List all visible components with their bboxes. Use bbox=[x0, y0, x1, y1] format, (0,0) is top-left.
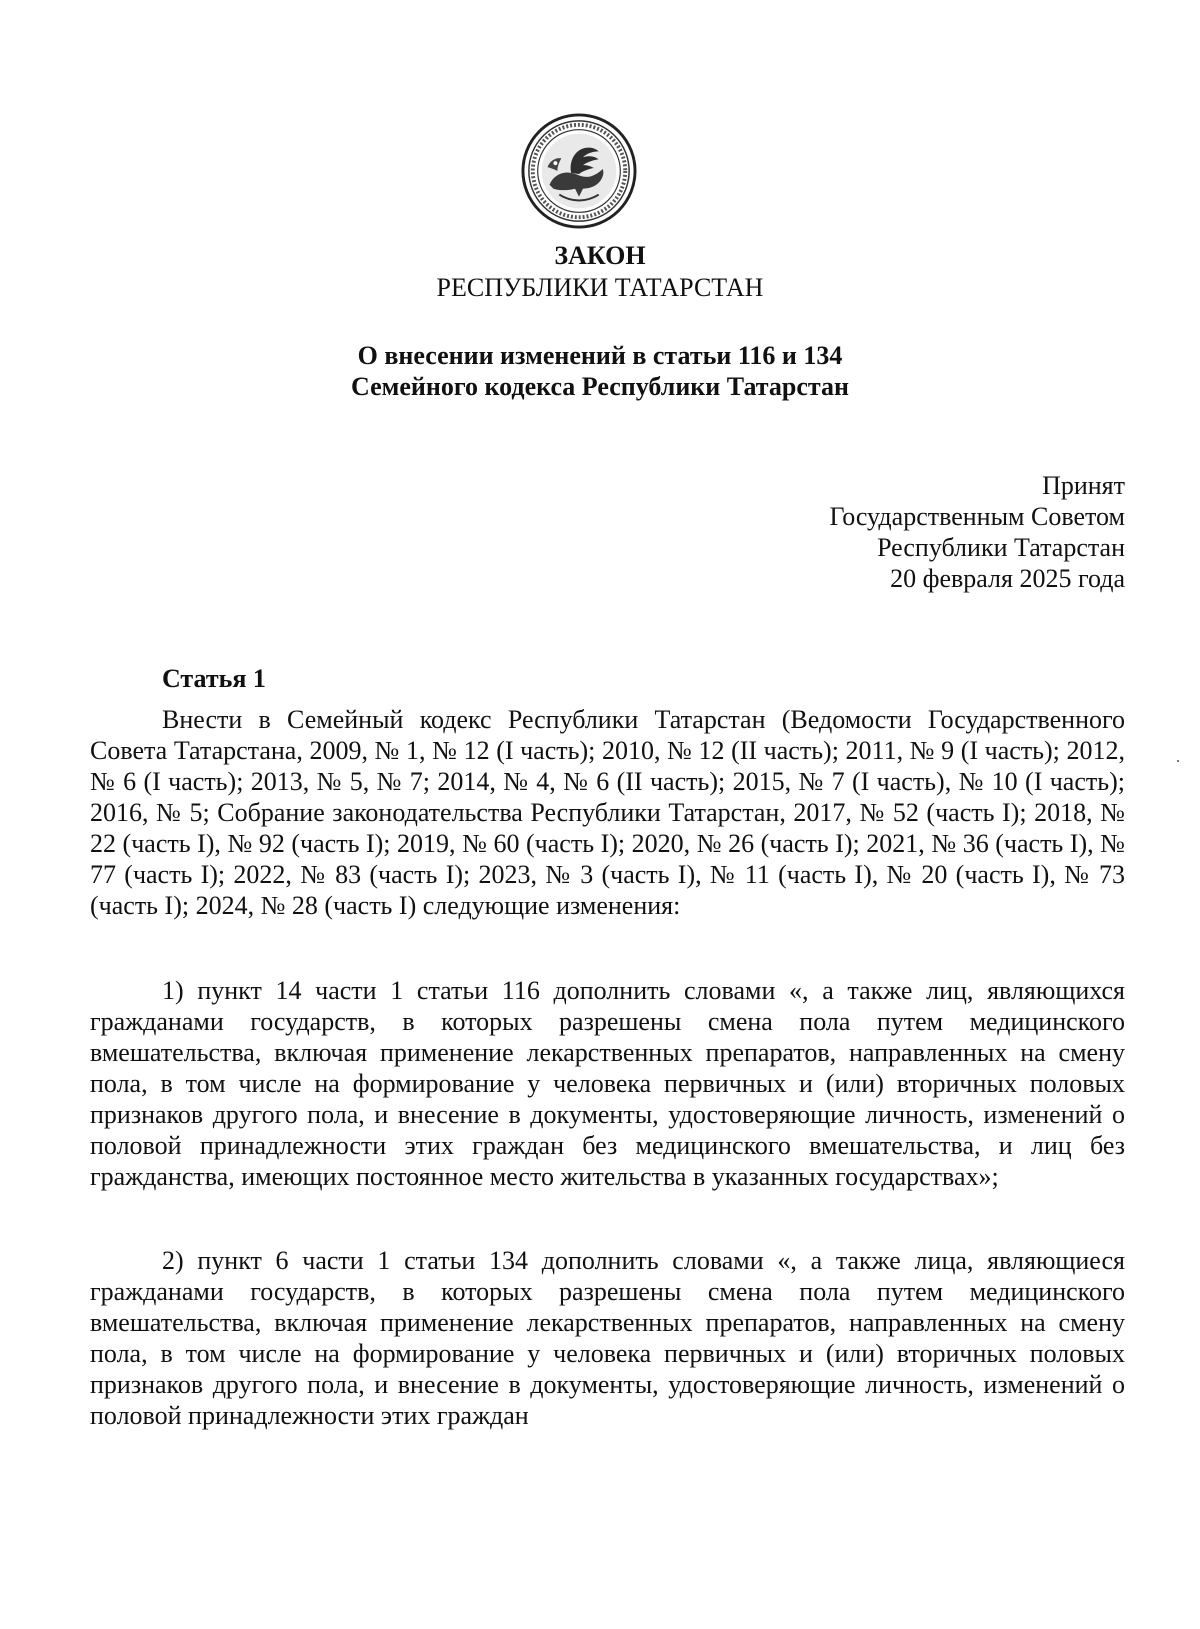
coat-of-arms-emblem bbox=[520, 112, 638, 230]
law-label: ЗАКОН bbox=[554, 241, 646, 270]
article-intro-paragraph: Внести в Семейный кодекс Республики Татарстан (Ведомости Государственного Совета Татарстана, 2009, № 1, № 12 (I часть); 2010, № 12 (II часть); 2011, № 9 (I часть); 2012, № 6 (I часть); 2013, № 5, № 7; 2014, № 4, № 6 (II часть); 2015, № 7 (I часть), № 10 (I часть); 2016, № 5; Собрание законодательства Республики Татарстан, 2017, № 52 (часть I); 2018, № 22 (часть I), № 92 (часть I); 2019, № 60 (часть I); 2020, № 26 (часть I); 2021, № 36 (часть I), № 77 (часть I); 2022, № 83 (часть I); 2023, № 3 (часть I), № 11 (часть I), № 20 (часть I), № 73 (часть I); 2024, № 28 (часть I) следующие изменения: bbox=[90, 705, 1125, 920]
adopted-date: 20 февраля 2025 года bbox=[890, 564, 1125, 593]
law-title-line1: О внесении изменений в статьи 116 и 134 bbox=[357, 341, 843, 370]
adopted-line2: Государственным Советом bbox=[829, 502, 1125, 531]
amendment-item-2: 2) пункт 6 части 1 статьи 134 дополнить словами «, а также лица, являющиеся гражданами государств, в которых разрешены смена пола путем медицинского вмешательства, включая применение лекарственных препаратов, направленных на смену пола, в том числе на формирование у человека первичных и (или) вторичных половых признаков другого пола, и внесение в документы, удостоверяющие личность, изменений о половой принадлежности этих граждан bbox=[90, 1246, 1125, 1430]
adopted-line3: Республики Татарстан bbox=[877, 533, 1125, 562]
scan-speck bbox=[1177, 760, 1179, 762]
amendment-item-1: 1) пункт 14 части 1 статьи 116 дополнить словами «, а также лиц, являющихся гражданами государств, в которых разрешены смена пола путем медицинского вмешательства, включая применение лекарственных препаратов, направленных на смену пола, в том числе на формирование у человека первичных и (или) вторичных половых признаков другого пола, и внесение в документы, удостоверяющие личность, изменений о половой принадлежности этих граждан без медицинского вмешательства, и лиц без гражданства, имеющих постоянное место жительства в указанных государствах»; bbox=[90, 976, 1125, 1191]
adopted-line1: Принят bbox=[1042, 471, 1125, 500]
article-heading: Статья 1 bbox=[162, 664, 266, 693]
law-title-line2: Семейного кодекса Республики Татарстан bbox=[351, 372, 849, 401]
adoption-block bbox=[829, 470, 1125, 594]
republic-title: РЕСПУБЛИКИ ТАТАРСТАН bbox=[436, 273, 764, 302]
